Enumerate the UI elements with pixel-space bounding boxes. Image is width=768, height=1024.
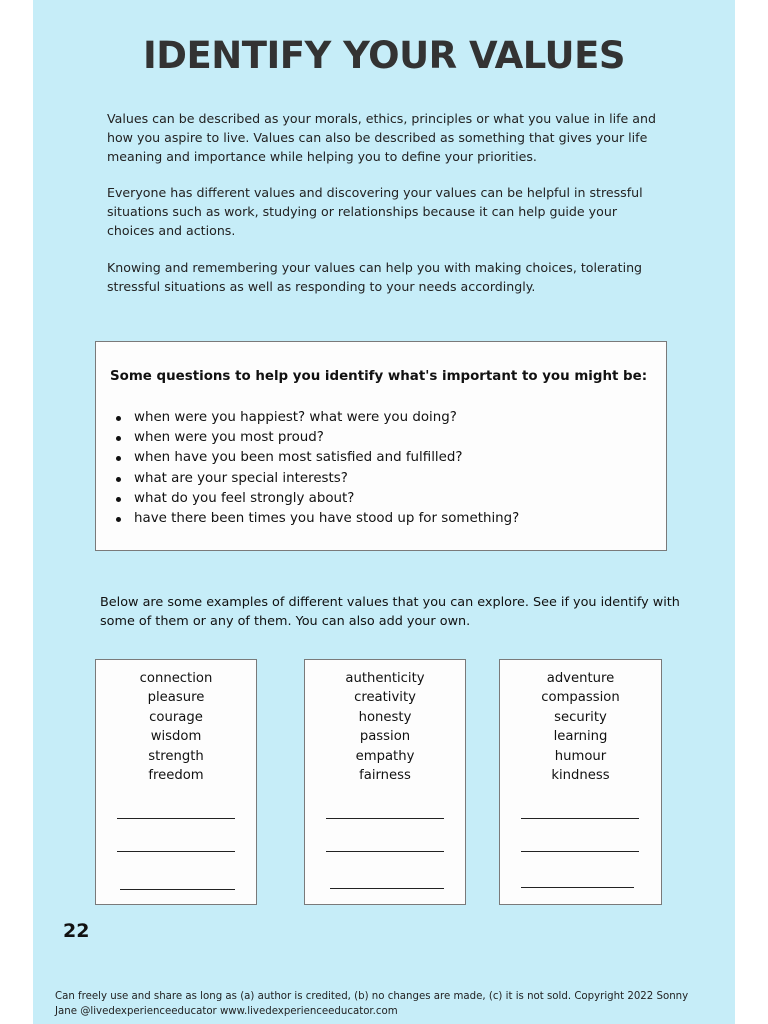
bullet-icon: [116, 456, 121, 461]
blank-write-line[interactable]: [521, 818, 639, 819]
question-item: [110, 489, 519, 509]
values-list: [305, 669, 465, 785]
question-text: when have you been most satisfied and fulfilled?: [134, 450, 463, 466]
value-item: wisdom: [150, 729, 202, 745]
question-text: what are your special interests?: [134, 470, 348, 486]
value-item: courage: [149, 709, 203, 725]
value-item: learning: [553, 729, 608, 745]
value-item: compassion: [541, 690, 620, 706]
page-number: 22: [63, 920, 90, 942]
blank-write-line[interactable]: [117, 818, 235, 819]
value-item: creativity: [354, 690, 416, 706]
question-item: [110, 448, 519, 468]
value-item: pleasure: [147, 690, 205, 706]
value-item: kindness: [551, 768, 610, 784]
questions-heading: Some questions to help you identify what's important to you might be:: [110, 369, 648, 384]
value-item: empathy: [355, 748, 415, 764]
blank-write-line[interactable]: [117, 851, 235, 852]
question-item: [110, 408, 519, 428]
blank-write-line[interactable]: [330, 888, 444, 889]
copyright-footer: Can freely use and share as long as (a) author is credited, (b) no changes are made, (c) it is not sold. Copyright 2022 Sonny Jane @livedexperienceeducator www.livedexperienceeducator.com: [55, 991, 689, 1017]
question-item: [110, 509, 519, 529]
value-item: adventure: [546, 671, 615, 686]
value-item: authenticity: [345, 671, 425, 686]
blank-write-line[interactable]: [120, 889, 235, 890]
question-text: when were you most proud?: [134, 430, 324, 446]
blank-write-line[interactable]: [326, 851, 444, 852]
value-item: passion: [359, 729, 411, 745]
blank-write-line[interactable]: [521, 851, 639, 852]
questions-list: [110, 408, 519, 529]
bullet-icon: [116, 497, 121, 502]
value-item: connection: [139, 671, 213, 686]
question-item: [110, 428, 519, 448]
values-list: [96, 669, 256, 785]
bullet-icon: [116, 436, 121, 441]
value-item: humour: [554, 748, 607, 764]
questions-box: [95, 341, 667, 551]
question-text: when were you happiest? what were you doing?: [134, 410, 457, 425]
blank-write-line[interactable]: [326, 818, 444, 819]
bullet-icon: [116, 517, 121, 522]
bullet-icon: [116, 477, 121, 482]
question-text: what do you feel strongly about?: [134, 490, 355, 506]
value-item: freedom: [148, 768, 204, 784]
value-item: security: [554, 709, 607, 725]
value-item: honesty: [358, 709, 412, 725]
intro-paragraph-1: Values can be described as your morals, ethics, principles or what you value in life and how you aspire to live. Values can also be described as something that gives your life meaning and importance while helping you to define your priorities.: [107, 111, 656, 164]
bullet-icon: [116, 416, 121, 421]
intro-paragraph-2: Everyone has different values and discovering your values can be helpful in stressful situations such as work, studying or relationships because it can help guide your choices and actions.: [107, 185, 643, 238]
intro-paragraph-3: Knowing and remembering your values can help you with making choices, tolerating stressful situations as well as responding to your needs accordingly.: [107, 260, 643, 294]
question-item: [110, 469, 519, 489]
values-box-1: [95, 659, 257, 905]
blank-write-line[interactable]: [521, 887, 634, 888]
values-box-2: [304, 659, 466, 905]
worksheet-page: [33, 0, 735, 1024]
values-intro: Below are some examples of different values that you can explore. See if you identify with some of them or any of them. You can also add your own.: [100, 595, 680, 629]
values-list: [500, 669, 661, 785]
value-item: strength: [148, 748, 204, 764]
value-item: fairness: [359, 768, 411, 784]
page-title: IDENTIFY YOUR VALUES: [142, 34, 625, 77]
values-box-3: [499, 659, 662, 905]
question-text: have there been times you have stood up for something?: [134, 511, 520, 527]
